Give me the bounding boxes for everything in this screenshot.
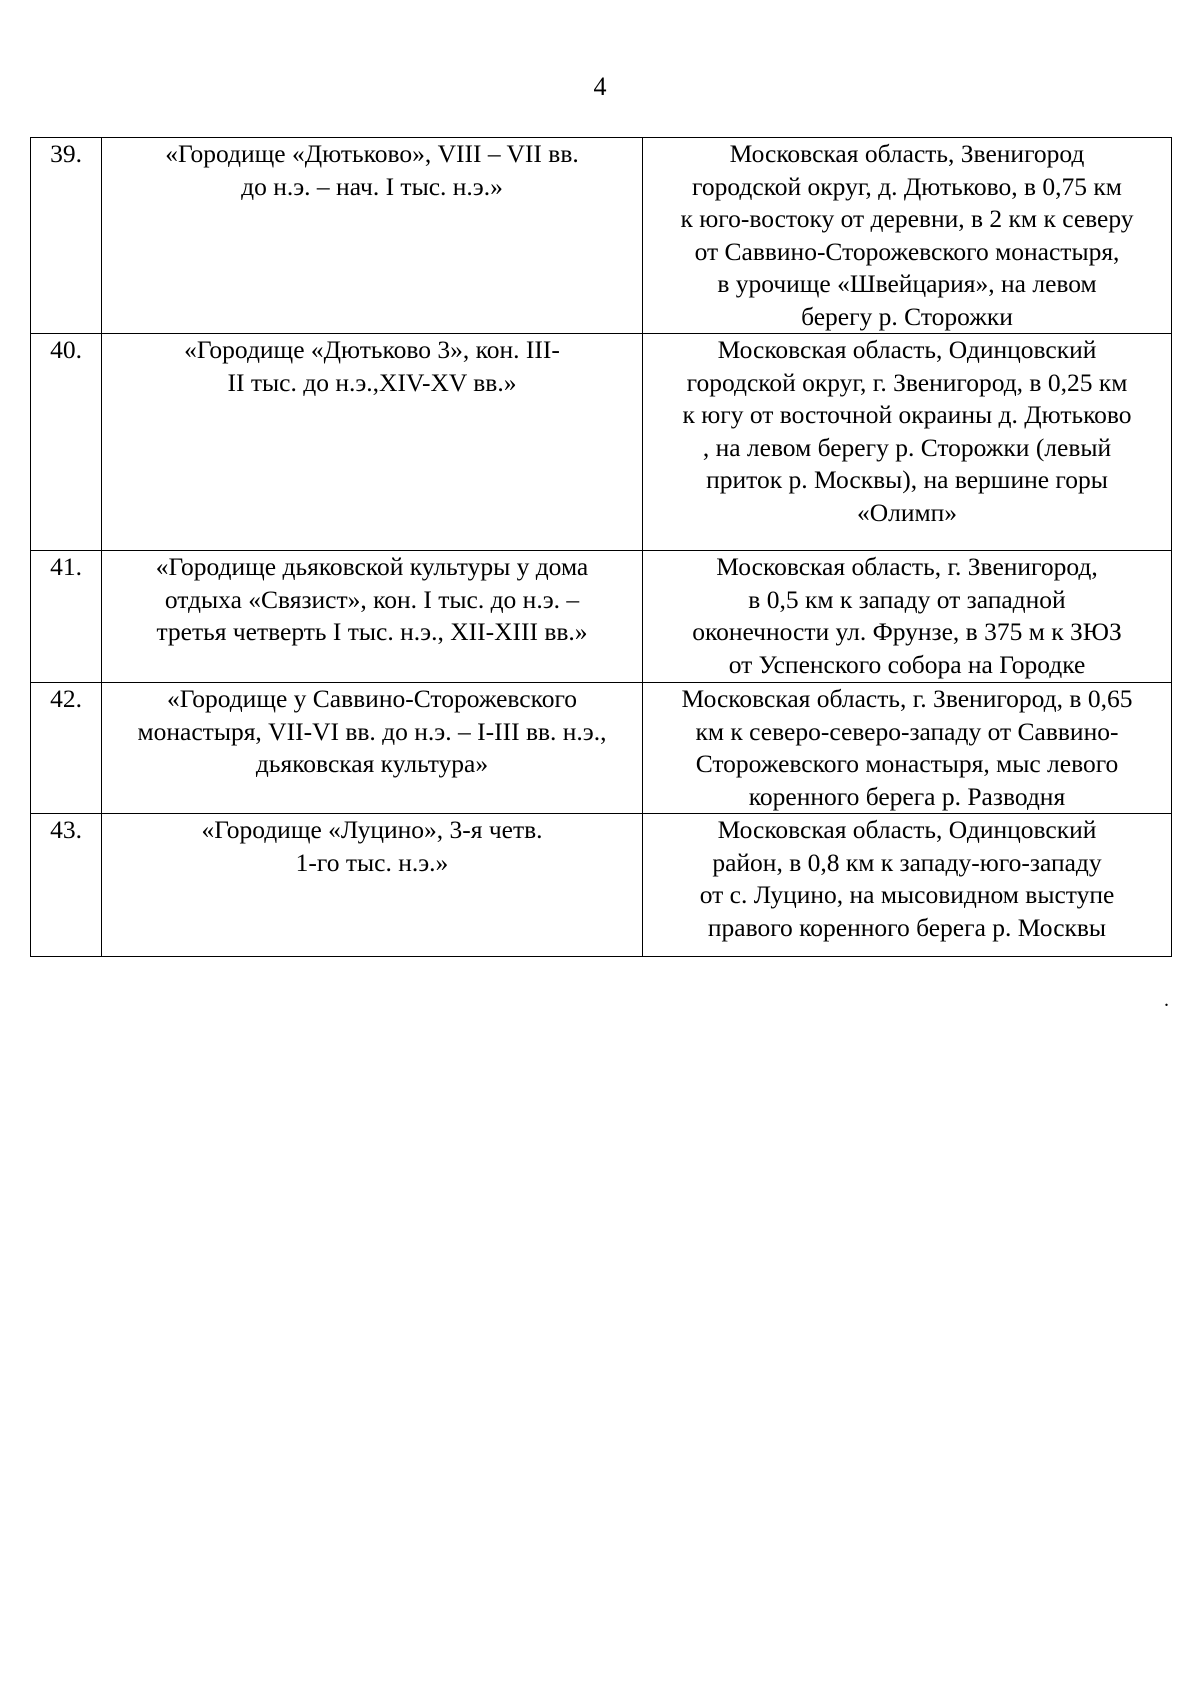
table-row <box>31 551 1172 683</box>
page-number: 4 <box>593 72 607 101</box>
monument-name: «Городище «Дютьково», VIII – VII вв. до н.э. – нач. I тыс. н.э.» <box>102 138 643 334</box>
row-number: 41. <box>31 551 102 683</box>
monument-location: Московская область, Звенигород городской округ, д. Дютьково, в 0,75 км к юго-востоку от деревни, в 2 км к северу от Саввино-Сторожевского монастыря, в урочище «Швейцария», на левом берегу р. Сторожки <box>643 138 1172 334</box>
monument-location: Московская область, Одинцовский городской округ, г. Звенигород, в 0,25 км к югу от восточной окраины д. Дютьково , на левом берегу р. Сторожки (левый приток р. Москвы), на вершине горы «Олимп» <box>643 334 1172 551</box>
monument-name: «Городище «Дютьково 3», кон. III- II тыс. до н.э.,XIV-XV вв.» <box>102 334 643 551</box>
monument-name: «Городище «Луцино», 3-я четв. 1-го тыс. н.э.» <box>102 814 643 957</box>
monument-location: Московская область, г. Звенигород, в 0,5 км к западу от западной оконечности ул. Фрунзе, в 375 м к ЗЮЗ от Успенского собора на Городке <box>643 551 1172 683</box>
row-number: 43. <box>31 814 102 957</box>
monument-name: «Городище у Саввино-Сторожевского монастыря, VII-VI вв. до н.э. – I-III вв. н.э., дьяковская культура» <box>102 683 643 814</box>
monument-location: Московская область, Одинцовский район, в 0,8 км к западу-юго-западу от с. Луцино, на мысовидном выступе правого коренного берега р. Москвы <box>643 814 1172 957</box>
trailing-dot: . <box>1164 989 1169 1011</box>
table-row <box>31 334 1172 551</box>
table-row <box>31 138 1172 334</box>
monument-location: Московская область, г. Звенигород, в 0,65 км к северо-северо-западу от Саввино- Сторожевского монастыря, мыс левого коренного берега р. Разводня <box>643 683 1172 814</box>
row-number: 40. <box>31 334 102 551</box>
row-number: 42. <box>31 683 102 814</box>
monuments-table <box>30 137 1172 957</box>
row-number: 39. <box>31 138 102 334</box>
monument-name: «Городище дьяковской культуры у дома отдыха «Связист», кон. I тыс. до н.э. – третья четверть I тыс. н.э., XII-XIII вв.» <box>102 551 643 683</box>
table-row <box>31 683 1172 814</box>
table-row <box>31 814 1172 957</box>
